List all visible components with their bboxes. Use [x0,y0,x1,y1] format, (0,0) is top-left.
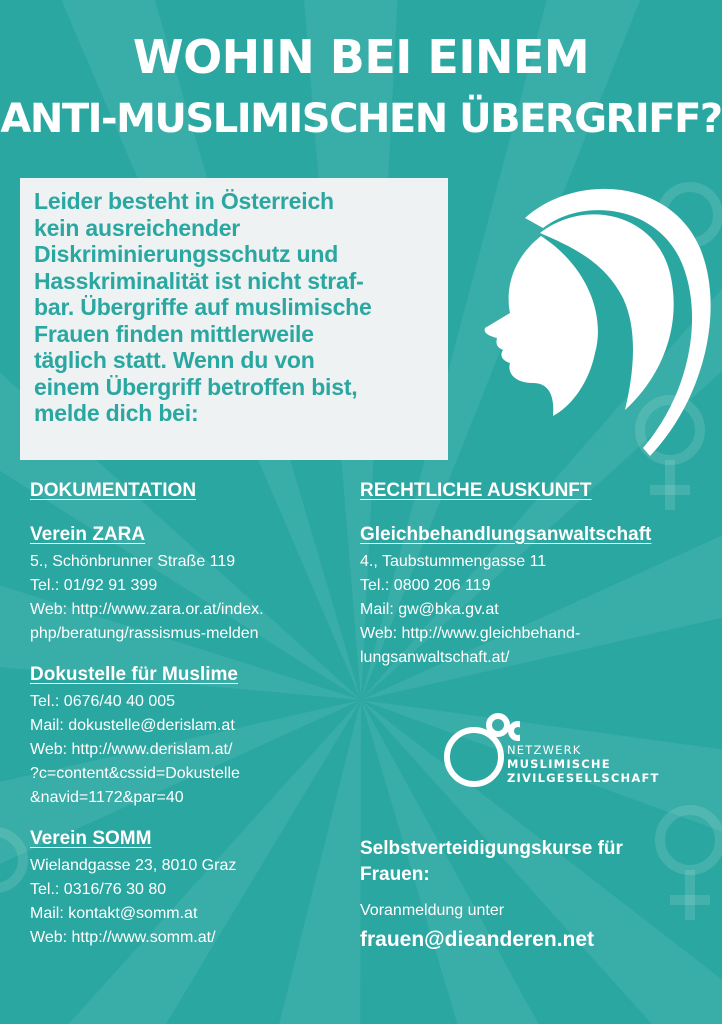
org-phone: Tel.: 0316/76 30 80 [30,881,167,898]
logo-line-1: NETZWERK [507,743,582,757]
intro-line: Leider besteht in Österreich [34,188,334,214]
org-web[interactable]: Web: http://www.somm.at/ [30,929,216,946]
network-logo [440,705,700,805]
intro-box [20,178,448,460]
org-web-cont[interactable]: ?c=content&cssid=Dokustelle [30,765,240,782]
org-phone: Tel.: 01/92 91 399 [30,577,158,594]
org-web[interactable]: Web: http://www.gleichbehand- [360,625,581,642]
selbst-email[interactable]: frauen@dieanderen.net [360,928,595,951]
selbst-heading [360,836,710,888]
org-name: Verein SOMM [30,828,152,849]
logo-line-2: MUSLIMISCHE [507,757,611,771]
org-mail[interactable]: Mail: dokustelle@derislam.at [30,717,235,734]
title-line-2: ANTI-MUSLIMISCHEN ÜBERGRIFF? [0,96,722,142]
org-address: 4., Taubstummengasse 11 [360,553,547,570]
org-mail[interactable]: Mail: gw@bka.gv.at [360,601,499,618]
selbst-pre: Voranmeldung unter [360,902,505,919]
org-somm [30,828,350,950]
selbst-heading-line-1: Selbstverteidigungskurse für [360,838,623,859]
org-address: Wielandgasse 23, 8010 Graz [30,857,237,874]
org-zara [30,524,350,646]
org-phone: Tel.: 0800 206 119 [360,577,491,594]
org-name: Dokustelle für Muslime [30,664,238,685]
intro-line: täglich statt. Wenn du von [34,347,315,373]
org-dokustelle [30,664,350,810]
logo-text [507,743,660,785]
intro-line: melde dich bei: [34,400,199,426]
selbstverteidigung-section [360,836,710,952]
dokumentation-section [30,480,350,968]
intro-line: kein ausreichender [34,214,241,241]
org-web-cont[interactable]: php/beratung/rassismus-melden [30,625,259,642]
org-gleichbehandlung [360,524,710,670]
selbst-heading-line-2: Frauen: [360,864,430,885]
org-web[interactable]: Web: http://www.zara.or.at/index. [30,601,264,618]
page-title [0,26,722,150]
rechtlich-section [360,480,710,688]
intro-line: einem Übergriff betroffen bist, [34,373,358,400]
org-web-cont[interactable]: &navid=1172&par=40 [30,789,184,806]
org-web[interactable]: Web: http://www.derislam.at/ [30,741,233,758]
rechtlich-heading: RECHTLICHE AUSKUNFT [360,480,592,501]
intro-line: Hasskriminalität ist nicht straf- [34,267,364,294]
intro-line: Diskriminierungsschutz und [34,241,339,267]
org-name: Gleichbehandlungsanwaltschaft [360,524,652,545]
intro-line: bar. Übergriffe auf muslimische [34,294,372,320]
intro-line: Frauen finden mittlerweile [34,320,314,347]
org-mail[interactable]: Mail: kontakt@somm.at [30,905,198,922]
org-phone: Tel.: 0676/40 40 005 [30,693,176,710]
org-web-cont[interactable]: lungsanwaltschaft.at/ [360,649,510,666]
woman-profile-icon [455,178,715,468]
logo-line-3: ZIVILGESELLSCHAFT [507,771,660,785]
org-name: Verein ZARA [30,524,146,545]
org-address: 5., Schönbrunner Straße 119 [30,553,236,570]
dokumentation-heading: DOKUMENTATION [30,480,197,501]
intro-text [34,188,436,427]
title-line-1: WOHIN BEI EINEM [132,30,590,84]
